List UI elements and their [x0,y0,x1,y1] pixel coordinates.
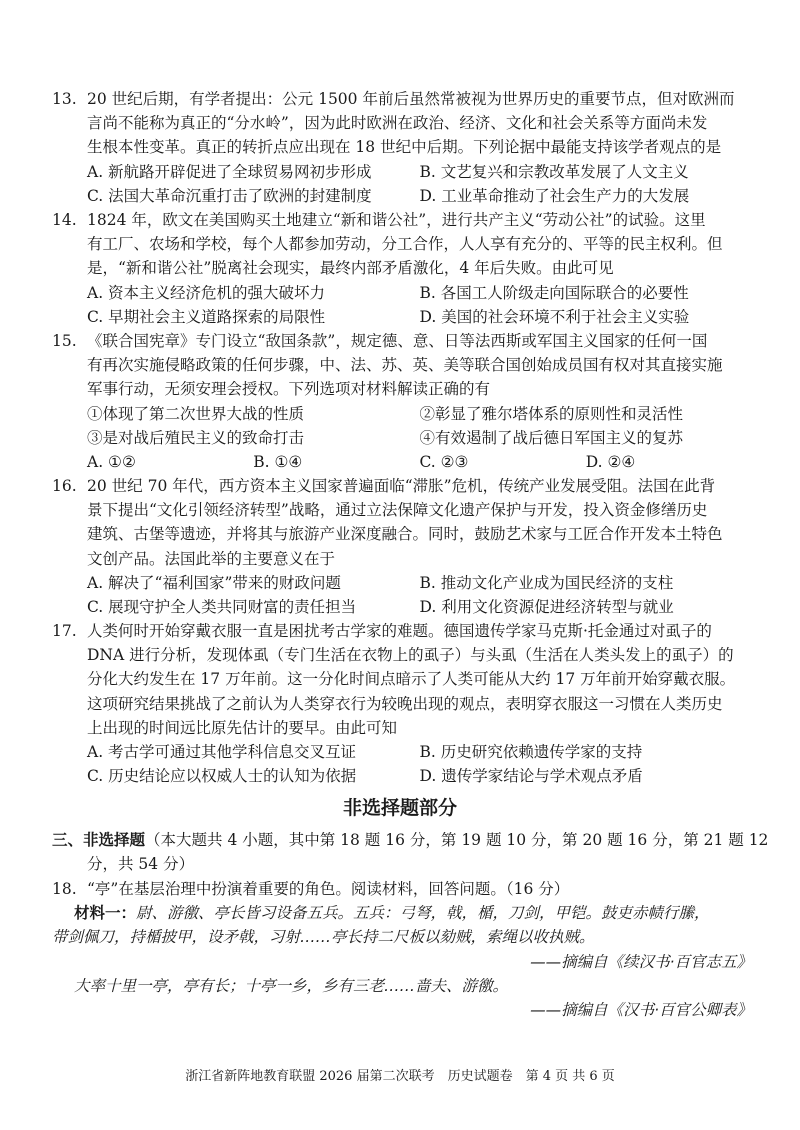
option-row [52,281,752,305]
question-stem: 言尚不能称为真正的“分水岭”，因为此时欧洲在政治、经济、文化和社会关系等方面尚未发 [87,114,708,133]
question-number: 14. [52,211,77,229]
part-three-header [52,828,769,876]
option-c: C. 早期社会主义道路探索的局限性 [87,307,326,326]
question-17 [52,619,752,788]
question-stem: 军事行动，无须安理会授权。下列选项对材料解读正确的有 [87,380,491,399]
option-row [52,305,752,329]
question-stem: 文创产品。法国此举的主要意义在于 [87,549,336,568]
option-a: A. ①② [87,453,136,472]
option-row [52,595,752,619]
question-16 [52,474,752,619]
question-18 [52,877,752,1022]
material-text: 带剑佩刀，持楯披甲，设矛戟，习射……亭长持二尺板以劾贼，索绳以收执贼。 [52,928,595,947]
option-row [52,571,752,595]
option-d: D. 遗传学家结论与学术观点矛盾 [419,767,643,786]
question-13 [52,87,752,208]
question-stem: 有工厂、农场和学校，每个人都参加劳动，分工合作，人人享有充分的、平等的民主权利。但 [87,235,723,254]
statement-row [52,426,752,450]
option-b: B. 文艺复兴和宗教改革发展了人文主义 [419,162,689,181]
option-row [52,740,752,764]
page-footer: 浙江省新阵地教育联盟 2026 届第二次联考 历史试题卷 第 4 页 共 6 页 [185,1069,615,1084]
question-number: 13. [52,90,77,108]
question-stem: 这项研究结果挑战了之前认为人类穿衣行为较晚出现的观点，表明穿衣服这一习惯在人类历史 [87,694,723,713]
statement-2: ②彰显了雅尔塔体系的原则性和灵活性 [419,404,684,423]
option-d: D. 美国的社会环境不利于社会主义实验 [419,307,690,326]
option-row [52,764,752,788]
part-three-label: 三、非选择题 [52,830,146,849]
option-d: D. 工业革命推动了社会生产力的大发展 [419,186,690,205]
option-b: B. 各国工人阶级走向国际联合的必要性 [419,283,689,302]
question-number: 18. [52,880,77,898]
material-source: ——摘编自《续汉书·百官志五》 [530,952,752,971]
option-b: B. 历史研究依赖遗传学家的支持 [419,743,643,762]
option-a: A. 考古学可通过其他学科信息交叉互证 [87,743,357,762]
question-stem: 《联合国宪章》专门设立“敌国条款”，规定德、意、日等法西斯或军国主义国家的任何一国 [87,332,708,350]
question-stem: 有再次实施侵略政策的任何步骤，中、法、苏、英、美等联合国创始成员国有权对其直接实施 [87,356,723,375]
option-c: C. 展现守护全人类共同财富的责任担当 [87,598,357,617]
question-stem: 分化大约发生在 17 万年前。这一分化时间点暗示了人类可能从大约 17 万年前开始穿戴衣服。 [87,670,736,689]
question-stem: 人类何时开始穿戴衣服一直是困扰考古学家的难题。德国遗传学家马克斯·托金通过对虱子的 [87,622,712,640]
material-text: 尉、游徼、亭长皆习设备五兵。五兵：弓弩，戟，楯，刀剑，甲铠。鼓吏赤帻行縢， [136,904,710,923]
option-c: C. 历史结论应以权威人士的认知为依据 [87,767,357,786]
option-a: A. 资本主义经济危机的强大破坏力 [87,283,326,302]
option-b: B. ①④ [253,453,303,472]
option-c: C. 法国大革命沉重打击了欧洲的封建制度 [87,186,372,205]
question-stem: 20 世纪 70 年代，西方资本主义国家普遍面临“滞胀”危机，传统产业发展受阻。法国在此背 [87,477,716,495]
option-a: A. 新航路开辟促进了全球贸易网初步形成 [87,162,372,181]
statement-3: ③是对战后殖民主义的致命打击 [87,428,305,447]
material-one-label: 材料一： [74,903,137,923]
option-row [52,450,752,474]
material-text: 大率十里一亭，亭有长；十亭一乡，乡有三老……啬夫、游徼。 [74,976,509,995]
question-stem: 建筑、古堡等遗迹，并将其与旅游产业深度融合。同时，鼓励艺术家与工匠合作开发本土特色 [87,525,723,544]
statement-4: ④有效遏制了战后德日军国主义的复苏 [419,428,684,447]
question-stem: 是，“新和谐公社”脱离社会现实，最终内部矛盾激化，4 年后失败。由此可见 [87,259,614,278]
question-stem: 生根本性变革。真正的转折点应出现在 18 世纪中后期。下列论据中最能支持该学者观点的是 [87,138,722,157]
option-d: D. ②④ [585,453,636,472]
option-c: C. ②③ [419,453,469,472]
option-b: B. 推动文化产业成为国民经济的支柱 [419,573,674,592]
statement-1: ①体现了第二次世界大战的性质 [87,404,305,423]
option-a: A. 解决了“福利国家”带来的财政问题 [87,573,341,592]
question-stem: “亭”在基层治理中扮演着重要的角色。阅读材料，回答问题。（16 分） [87,880,570,898]
question-15 [52,329,752,474]
question-stem: DNA 进行分析，发现体虱（专门生活在衣物上的虱子）与头虱（生活在人类头发上的虱子）的 [87,646,734,665]
question-number: 17. [52,622,77,640]
option-row [52,184,752,208]
question-stem: 景下提出“文化引领经济转型”战略，通过立法保障文化遗产保护与开发，投入资金修缮历史 [87,501,708,520]
question-number: 16. [52,477,77,495]
section-title: 非选择题部分 [342,797,457,819]
statement-row [52,402,752,426]
part-three-description: （本大题共 4 小题，其中第 18 题 16 分，第 19 题 10 分，第 20 题 16 分，第 21 题 12 [145,831,769,849]
material-one [52,901,752,925]
question-stem: 20 世纪后期，有学者提出：公元 1500 年前后虽然常被视为世界历史的重要节点，但对欧洲而 [87,90,735,108]
option-d: D. 利用文化资源促进经济转型与就业 [419,598,674,617]
question-14 [52,208,752,329]
option-row [52,160,752,184]
question-stem: 1824 年，欧文在美国购买土地建立“新和谐公社”，进行共产主义“劳动公社”的试验。这里 [87,211,706,229]
material-source: ——摘编自《汉书·百官公卿表》 [530,1001,752,1020]
question-number: 15. [52,332,77,350]
question-stem: 上出现的时间远比原先估计的要早。由此可知 [87,718,398,737]
part-three-description: 分，共 54 分） [87,855,195,874]
